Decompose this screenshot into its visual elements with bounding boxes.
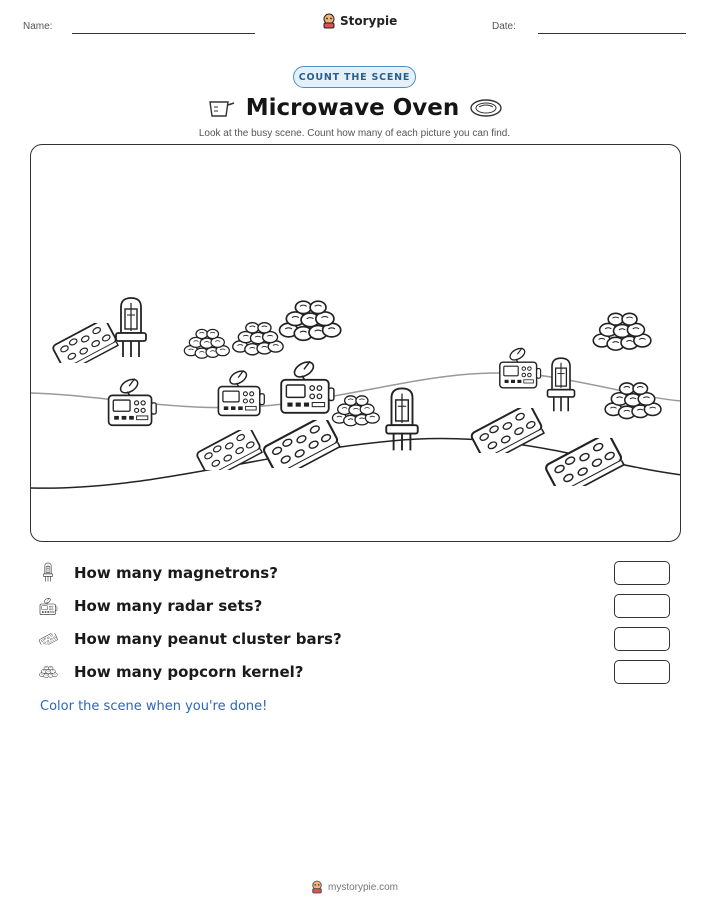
popcorn-cluster <box>280 301 341 340</box>
answer-box-magnetrons[interactable] <box>614 561 670 585</box>
instructions: Look at the busy scene. Count how many of each picture you can find. <box>198 128 511 139</box>
magnetron <box>116 298 146 357</box>
activity-badge: COUNT THE SCENE <box>293 66 416 88</box>
peanut-bar <box>196 425 263 480</box>
peanut-bar <box>262 415 341 479</box>
answer-box-popcorn[interactable] <box>614 660 670 684</box>
popcorn-cluster <box>233 323 283 355</box>
question-peanut-bars <box>38 626 678 652</box>
radar-set-icon <box>38 596 58 616</box>
question-radar-sets <box>38 593 678 619</box>
question-text: How many popcorn kernel? <box>74 663 304 681</box>
storypie-mascot-icon <box>322 13 336 29</box>
count-scene <box>30 144 681 542</box>
question-text: How many magnetrons? <box>74 564 278 582</box>
magnetron <box>548 358 575 411</box>
measuring-cup-icon <box>206 97 236 119</box>
color-instruction: Color the scene when you're done! <box>40 699 268 714</box>
question-text: How many peanut cluster bars? <box>74 630 342 648</box>
name-label: Name: <box>23 21 53 32</box>
question-text: How many radar sets? <box>74 597 263 615</box>
name-field[interactable] <box>72 33 255 34</box>
date-label: Date: <box>492 21 516 32</box>
popcorn-cluster <box>605 383 661 419</box>
brand-logo <box>322 13 397 29</box>
plate-icon <box>469 97 503 119</box>
date-field[interactable] <box>538 33 686 34</box>
magnetron-icon <box>38 563 58 583</box>
radar-set <box>500 346 541 388</box>
brand-name: Storypie <box>340 14 398 28</box>
question-magnetrons <box>38 560 678 586</box>
peanut-bar <box>470 403 545 464</box>
radar-set <box>109 377 157 426</box>
storypie-mascot-icon <box>311 880 323 894</box>
radar-set <box>218 368 264 415</box>
popcorn-cluster <box>184 329 229 358</box>
scene-illustration <box>31 145 681 542</box>
peanut-bar <box>52 318 119 373</box>
footer-url[interactable]: mystorypie.com <box>327 881 398 893</box>
footer <box>0 880 709 894</box>
title-row <box>0 92 709 124</box>
peanut-bar-icon <box>38 629 58 649</box>
peanut-bar <box>544 432 624 498</box>
popcorn-cluster <box>332 396 379 426</box>
answer-box-peanut-bars[interactable] <box>614 627 670 651</box>
popcorn-cluster <box>593 313 651 350</box>
popcorn-icon <box>38 662 58 682</box>
radar-set <box>281 359 334 413</box>
question-popcorn <box>38 659 678 685</box>
answer-box-radar-sets[interactable] <box>614 594 670 618</box>
page-title: Microwave Oven <box>245 95 460 121</box>
